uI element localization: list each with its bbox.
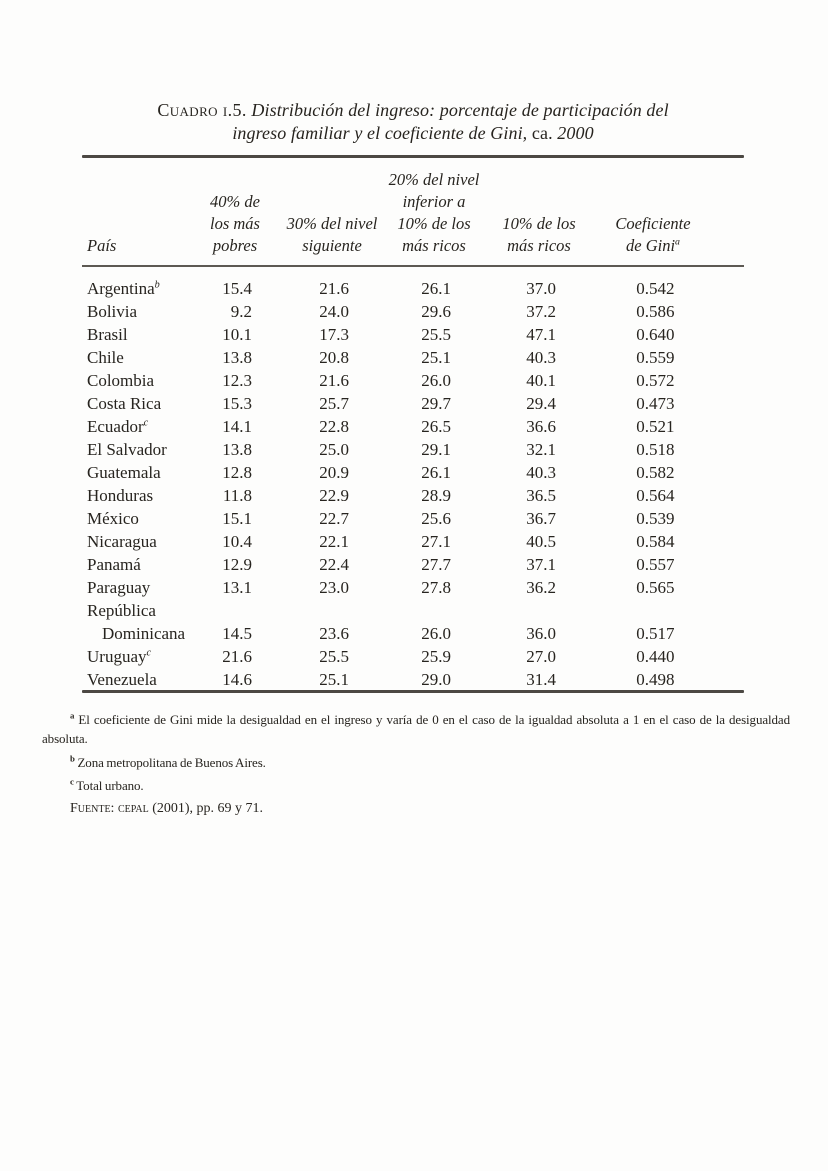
value-cell: [287, 277, 377, 300]
value-cell: [287, 461, 377, 484]
value-cell: [287, 576, 377, 599]
table-row: [82, 369, 744, 392]
value-text: 0.557: [636, 555, 675, 574]
value-cell: [491, 484, 587, 507]
value-text: 15.1: [222, 509, 252, 528]
value-cell: [587, 668, 719, 691]
value-cell: [287, 530, 377, 553]
source-citation: (2001), pp. 69 y 71.: [148, 801, 264, 816]
value-cell: [491, 346, 587, 369]
value-cell: [183, 507, 287, 530]
table-row: [82, 346, 744, 369]
value-text: 0.565: [636, 578, 675, 597]
country-cell: Nicaragua: [87, 532, 157, 551]
value-cell: [587, 323, 719, 346]
value-cell: [587, 392, 719, 415]
value-cell: [491, 576, 587, 599]
value-text: 0.498: [636, 670, 675, 689]
value-text: 25.1: [319, 670, 349, 689]
value-cell: [587, 438, 719, 461]
country-cell: Argentina$^b$: [87, 279, 160, 298]
value-cell: [287, 300, 377, 323]
caption-line-2: [82, 122, 744, 145]
value-text: 27.0: [526, 647, 556, 666]
column-header-poorest-40: [183, 169, 287, 257]
table-row: [82, 438, 744, 461]
value-text: 0.640: [636, 325, 675, 344]
footnote-marker-a: a: [675, 236, 680, 248]
value-text: 36.6: [526, 417, 556, 436]
value-cell: [377, 645, 491, 668]
value-text: 14.1: [222, 417, 252, 436]
value-cell: [491, 438, 587, 461]
table-footnotes: [42, 710, 790, 800]
caption-title-part1: Distribución del ingreso: porcentaje de participación del: [251, 100, 669, 120]
value-text: 28.9: [421, 486, 451, 505]
column-header-line: Coeficiente: [615, 214, 691, 233]
footnote-c: $^c$ Total urbano.: [70, 776, 144, 793]
caption-label: Cuadro i.5.: [157, 100, 247, 120]
table-header-row: [82, 169, 744, 257]
country-cell: Bolivia: [87, 302, 138, 321]
value-text: 0.518: [636, 440, 675, 459]
value-text: 29.6: [421, 302, 451, 321]
value-text: 12.3: [222, 371, 252, 390]
column-header-line: inferior a: [402, 192, 466, 211]
caption-line-1: [82, 99, 744, 122]
caption-title-part2: ingreso familiar y el coeficiente de Gini,: [232, 122, 528, 143]
value-text: 40.3: [526, 348, 556, 367]
value-cell: [587, 346, 719, 369]
value-text: 0.521: [636, 417, 675, 436]
value-cell: [587, 576, 719, 599]
value-text: 27.1: [421, 532, 451, 551]
value-text: 37.2: [526, 302, 556, 321]
column-header-next-20: [377, 169, 491, 257]
value-text: 25.5: [421, 325, 451, 344]
table-row: [82, 392, 744, 415]
value-cell: [287, 392, 377, 415]
table-top-rule: [82, 155, 744, 158]
value-text: 12.9: [222, 555, 252, 574]
value-cell: [183, 668, 287, 691]
value-cell: [377, 668, 491, 691]
footnote-marker-a: a: [70, 710, 75, 721]
country-cell: Honduras: [87, 486, 154, 505]
table-header-rule: [82, 265, 744, 267]
value-cell: [287, 645, 377, 668]
value-text: 29.4: [526, 394, 556, 413]
value-text: 13.8: [222, 440, 252, 459]
value-cell: [287, 553, 377, 576]
value-cell: [377, 300, 491, 323]
table-row: [82, 668, 744, 691]
value-cell: [377, 461, 491, 484]
footnote-b: $^b$ Zona metropolitana de Buenos Aires.: [70, 753, 266, 770]
footnote-marker-c: c: [143, 417, 149, 429]
value-cell: [491, 645, 587, 668]
value-text: 9.2: [230, 302, 252, 321]
table-row: [82, 507, 744, 530]
footnote-marker-c: c: [70, 776, 74, 787]
column-header-line: siguiente: [302, 236, 362, 255]
country-cell: Colombia: [87, 371, 155, 390]
value-text: 25.5: [319, 647, 349, 666]
source-agency: cepal: [117, 801, 149, 816]
value-cell: [377, 277, 491, 300]
value-text: 25.1: [421, 348, 451, 367]
value-text: 37.0: [526, 279, 556, 298]
value-cell: [587, 622, 719, 645]
value-text: 0.564: [636, 486, 675, 505]
value-text: 0.586: [636, 302, 675, 321]
country-cell: Paraguay: [87, 578, 151, 597]
value-text: 17.3: [319, 325, 349, 344]
country-cell: Dominicana: [102, 624, 186, 643]
value-text: 32.1: [526, 440, 556, 459]
value-cell: [587, 530, 719, 553]
value-cell: [183, 461, 287, 484]
value-cell: [491, 553, 587, 576]
value-text: 0.440: [636, 647, 675, 666]
value-cell: [377, 530, 491, 553]
value-text: 0.473: [636, 394, 675, 413]
value-text: 26.1: [421, 463, 451, 482]
value-text: 26.0: [421, 624, 451, 643]
value-cell: [287, 369, 377, 392]
value-text: 22.1: [319, 532, 349, 551]
value-cell: [491, 369, 587, 392]
column-header-line: 10% de los: [502, 214, 576, 233]
column-header-line: los más: [210, 214, 260, 233]
table-bottom-rule: [82, 690, 744, 693]
value-text: 13.1: [222, 578, 252, 597]
value-text: 40.5: [526, 532, 556, 551]
value-text: 36.2: [526, 578, 556, 597]
value-text: 25.0: [319, 440, 349, 459]
value-text: 15.4: [222, 279, 252, 298]
value-text: 29.1: [421, 440, 451, 459]
column-header-richest-10: [491, 169, 587, 257]
value-cell: [377, 392, 491, 415]
value-text: 0.582: [636, 463, 675, 482]
value-text: 25.9: [421, 647, 451, 666]
value-cell: [491, 530, 587, 553]
value-cell: [183, 369, 287, 392]
value-text: 26.1: [421, 279, 451, 298]
value-text: 47.1: [526, 325, 556, 344]
footnote-a: $^a$ El coeficiente de Gini mide la desigualdad en el ingreso y varía de 0 en el caso de la igualdad absoluta a 1 en el caso de la desigualdad absoluta.: [42, 710, 790, 746]
value-text: 22.8: [319, 417, 349, 436]
value-text: 21.6: [222, 647, 252, 666]
value-cell: [587, 507, 719, 530]
value-text: 22.9: [319, 486, 349, 505]
value-cell: [587, 484, 719, 507]
table-row: [82, 323, 744, 346]
source-label: Fuente:: [70, 801, 118, 816]
country-cell: Chile: [87, 348, 124, 367]
value-text: 0.572: [636, 371, 675, 390]
table-row: [82, 622, 744, 645]
column-header-line: 10% de los: [397, 214, 471, 233]
table-row: [82, 645, 744, 668]
footnote-marker-b: b: [70, 753, 75, 764]
value-text: 24.0: [319, 302, 349, 321]
value-text: 31.4: [526, 670, 556, 689]
value-cell: [377, 553, 491, 576]
value-cell: [587, 369, 719, 392]
value-text: 14.5: [222, 624, 252, 643]
value-text: 23.6: [319, 624, 349, 643]
value-text: 22.4: [319, 555, 349, 574]
value-text: 21.6: [319, 371, 349, 390]
value-cell: [183, 392, 287, 415]
country-cell: México: [87, 509, 139, 528]
value-text: 26.5: [421, 417, 451, 436]
value-text: 20.8: [319, 348, 349, 367]
value-text: 25.6: [421, 509, 451, 528]
value-cell: [287, 484, 377, 507]
value-cell: [183, 484, 287, 507]
value-text: 40.1: [526, 371, 556, 390]
value-cell: [183, 415, 287, 438]
footnote-marker-c: c: [146, 647, 152, 659]
value-cell: [183, 530, 287, 553]
caption-year: 2000: [557, 122, 594, 143]
value-text: 15.3: [222, 394, 252, 413]
value-text: 36.5: [526, 486, 556, 505]
value-cell: [287, 507, 377, 530]
country-cell: Ecuador$^c$: [87, 417, 149, 436]
value-text: 26.0: [421, 371, 451, 390]
column-header-line: de Gini$^a$: [626, 236, 680, 255]
column-header-line: pobres: [212, 236, 258, 255]
value-cell: [287, 346, 377, 369]
value-text: 0.542: [636, 279, 675, 298]
value-text: 29.7: [421, 394, 451, 413]
country-cell: Panamá: [87, 555, 141, 574]
footnote-marker-b: b: [154, 279, 160, 291]
value-text: 36.7: [526, 509, 556, 528]
value-cell: [287, 668, 377, 691]
value-cell: [377, 415, 491, 438]
value-cell: [287, 415, 377, 438]
value-cell: [491, 668, 587, 691]
column-header-line: más ricos: [507, 236, 571, 255]
value-cell: [183, 277, 287, 300]
value-cell: [183, 553, 287, 576]
table-row: [82, 484, 744, 507]
value-cell: [377, 369, 491, 392]
value-text: 27.7: [421, 555, 451, 574]
table-row-country-wrap: [82, 599, 744, 622]
value-cell: [491, 277, 587, 300]
value-text: 23.0: [319, 578, 349, 597]
value-text: 0.584: [636, 532, 675, 551]
value-cell: [377, 622, 491, 645]
value-cell: [183, 323, 287, 346]
value-cell: [377, 438, 491, 461]
value-cell: [587, 461, 719, 484]
source-line: [42, 799, 790, 818]
value-cell: [183, 645, 287, 668]
table-row: [82, 415, 744, 438]
value-cell: [587, 553, 719, 576]
value-text: 36.0: [526, 624, 556, 643]
value-cell: [183, 300, 287, 323]
value-text: 21.6: [319, 279, 349, 298]
country-cell: Uruguay$^c$: [87, 647, 152, 666]
value-cell: [587, 415, 719, 438]
column-header-line: 20% del nivel: [388, 170, 480, 189]
table-row: [82, 300, 744, 323]
value-text: 25.7: [319, 394, 349, 413]
value-text: 13.8: [222, 348, 252, 367]
value-cell: [183, 346, 287, 369]
value-cell: [377, 576, 491, 599]
value-text: 14.6: [222, 670, 252, 689]
caption-circa: ca.: [531, 122, 553, 143]
value-cell: [287, 323, 377, 346]
value-text: 10.4: [222, 532, 252, 551]
column-header-line: País: [87, 236, 117, 255]
value-text: 22.7: [319, 509, 349, 528]
table-caption: [82, 99, 744, 144]
value-cell: [377, 323, 491, 346]
value-cell: [491, 392, 587, 415]
column-header-next-30: [287, 169, 377, 257]
value-cell: [377, 484, 491, 507]
value-text: 0.539: [636, 509, 675, 528]
value-text: 20.9: [319, 463, 349, 482]
value-text: 12.8: [222, 463, 252, 482]
column-header-gini: [587, 169, 719, 257]
table-row: [82, 530, 744, 553]
value-cell: [491, 507, 587, 530]
table-row: [82, 553, 744, 576]
value-cell: [491, 415, 587, 438]
value-cell: [377, 346, 491, 369]
value-cell: [183, 438, 287, 461]
value-cell: [491, 461, 587, 484]
value-cell: [491, 300, 587, 323]
country-cell: República: [87, 601, 156, 620]
value-text: 10.1: [222, 325, 252, 344]
value-text: 0.559: [636, 348, 675, 367]
country-cell: Brasil: [87, 325, 128, 344]
table-row: [82, 576, 744, 599]
column-header-line: 30% del nivel: [286, 214, 378, 233]
value-cell: [287, 438, 377, 461]
column-header-line: 40% de: [210, 192, 260, 211]
value-text: 29.0: [421, 670, 451, 689]
value-text: 37.1: [526, 555, 556, 574]
value-cell: [183, 576, 287, 599]
table-row: [82, 461, 744, 484]
table-row: [82, 277, 744, 300]
country-cell: Costa Rica: [87, 394, 162, 413]
value-text: 0.517: [636, 624, 675, 643]
column-header-line: más ricos: [402, 236, 466, 255]
country-cell: Guatemala: [87, 463, 161, 482]
value-cell: [587, 277, 719, 300]
column-header-pais: [82, 169, 183, 257]
value-text: 11.8: [222, 486, 252, 505]
value-text: 40.3: [526, 463, 556, 482]
value-cell: [491, 323, 587, 346]
value-cell: [377, 507, 491, 530]
table-body: [82, 277, 744, 691]
value-cell: [587, 300, 719, 323]
value-cell: [491, 622, 587, 645]
country-cell: Venezuela: [87, 670, 157, 689]
value-text: 27.8: [421, 578, 451, 597]
value-cell: [183, 622, 287, 645]
value-cell: [287, 622, 377, 645]
country-cell: El Salvador: [87, 440, 167, 459]
value-cell: [587, 645, 719, 668]
